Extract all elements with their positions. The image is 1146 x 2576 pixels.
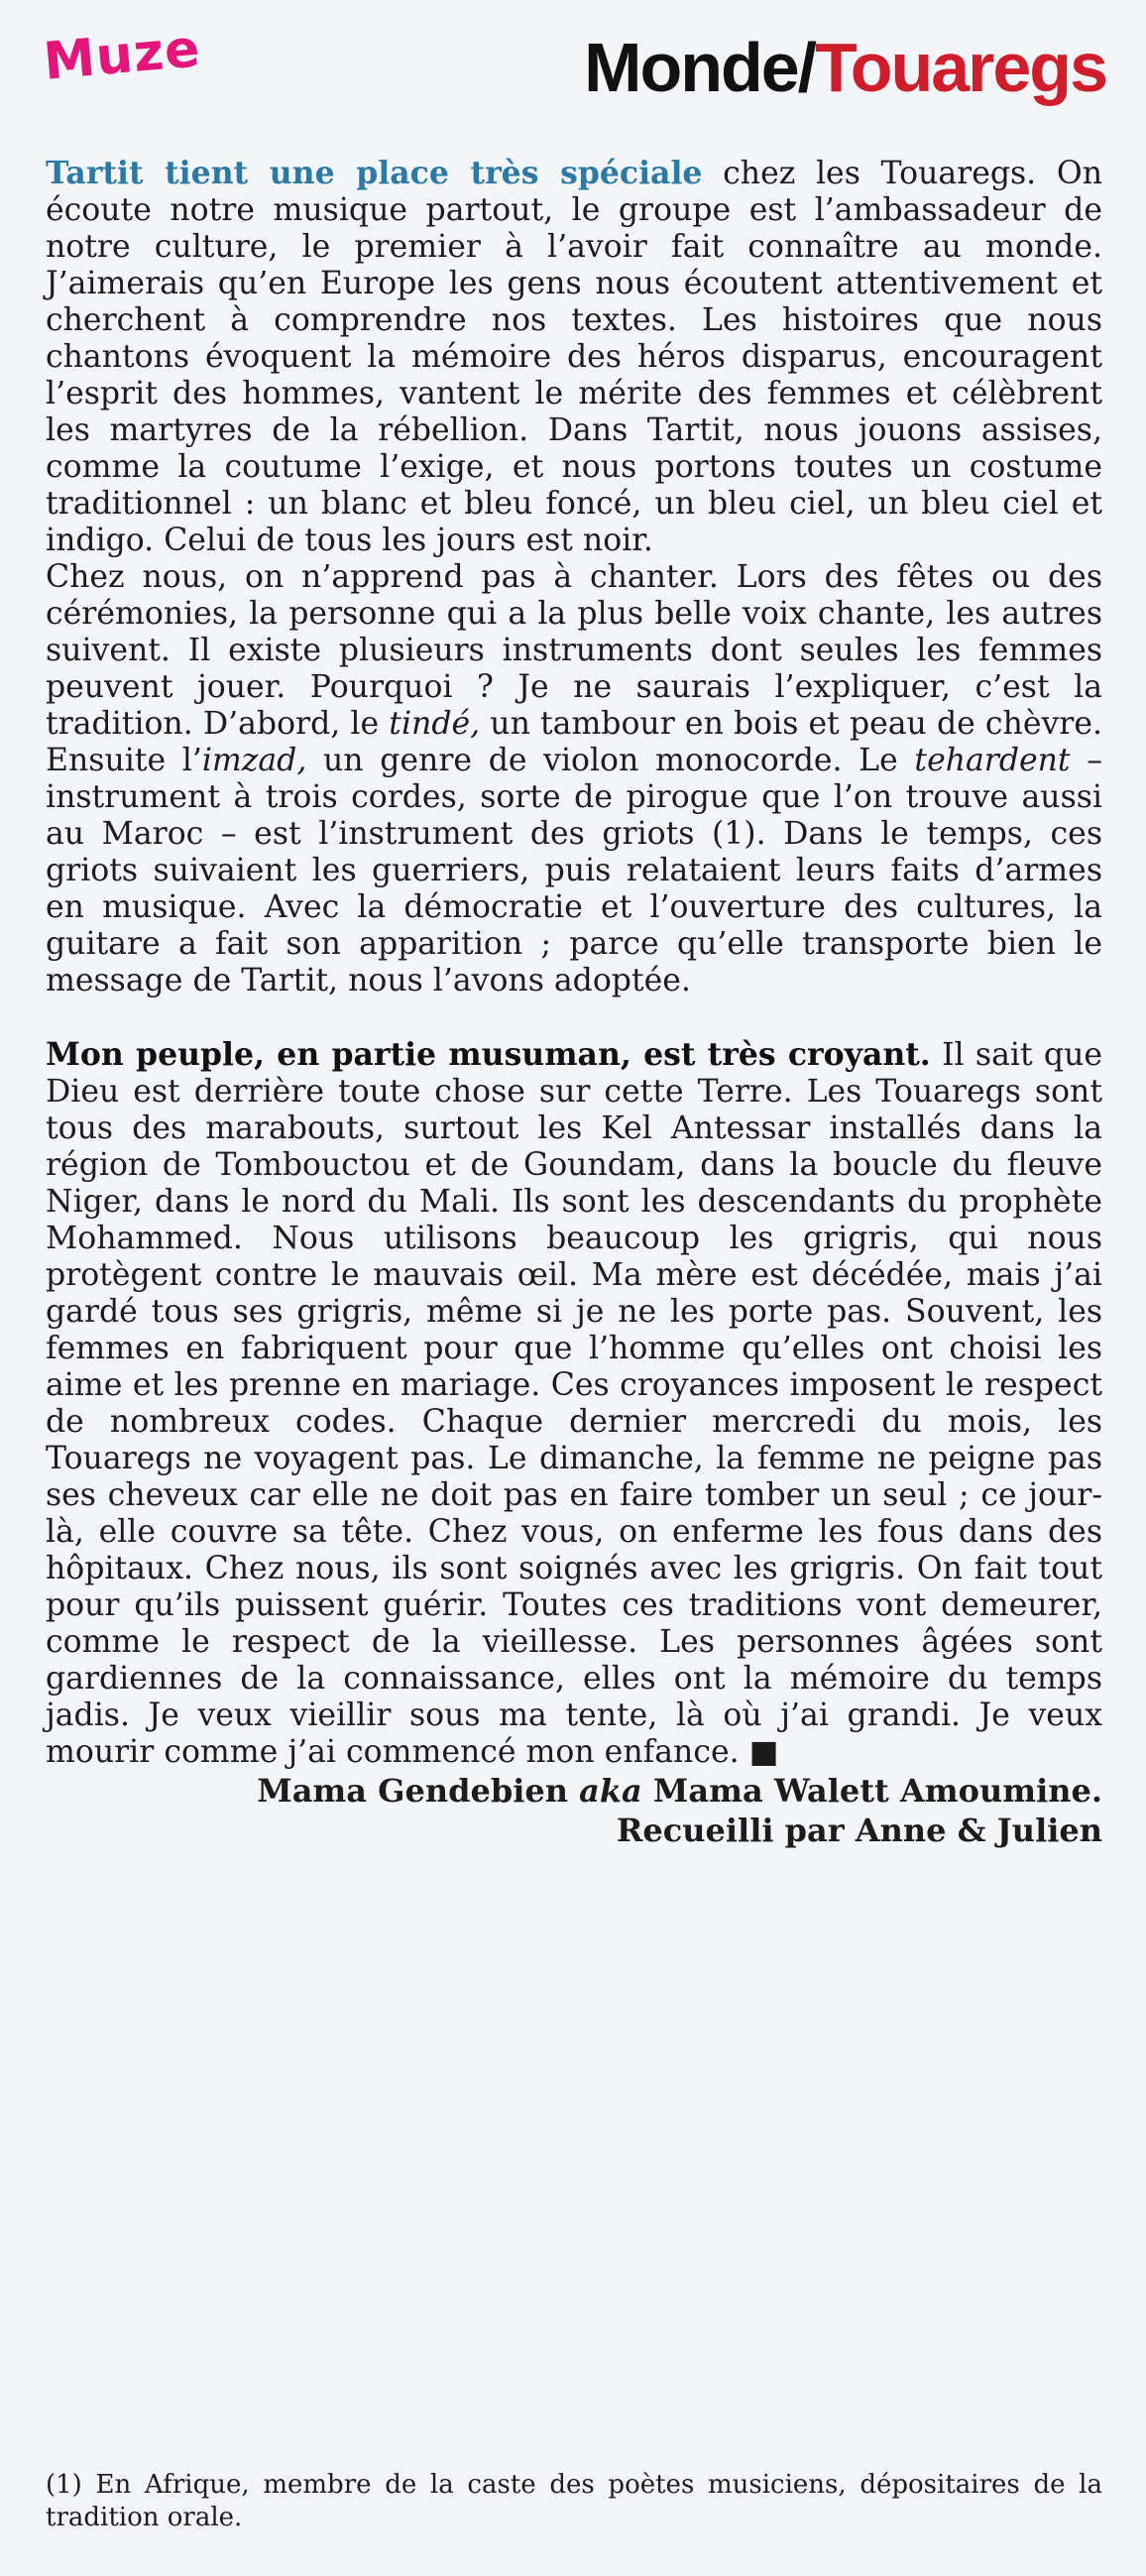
section-header <box>584 28 1106 107</box>
signature-aka: aka <box>579 1772 642 1810</box>
signature-name-a: Mama Gendebien <box>257 1772 580 1810</box>
paragraph-gap <box>46 999 1102 1036</box>
term-imzad: imzad, <box>201 743 307 778</box>
end-mark-icon: ■ <box>739 1734 779 1770</box>
paragraph-2 <box>46 559 1102 999</box>
signature-name-b: Mama Walett Amoumine. <box>641 1772 1102 1810</box>
paragraph-3-lead: Mon peuple, en partie musuman, est très croyant. <box>46 1036 931 1073</box>
section-title-touaregs: Touaregs <box>815 29 1106 106</box>
term-tehardent: tehardent <box>914 743 1071 778</box>
signature-credit: Recueilli par Anne & Julien <box>616 1812 1102 1849</box>
paragraph-1-lead: Tartit tient une place très spéciale <box>46 155 703 191</box>
paragraph-1 <box>46 155 1102 559</box>
magazine-logo: Muze <box>41 19 203 92</box>
section-title-world: Monde/ <box>584 29 816 106</box>
paragraph-2-text-c: un genre de violon monocorde. Le <box>306 743 915 778</box>
paragraph-2-text-d: – instrument à trois cordes, sorte de pirogue que l’on trouve aussi au Maroc – est l’instrument des griots (1). Dans le temps, ces griots suivaient les guerriers, puis relataient leurs faits d’armes en musique. Avec la démocratie et l’ouverture des cultures, la guitare a fait son apparition ; parce qu’elle transporte bien le message de Tartit, nous l’avons adoptée. <box>46 743 1102 998</box>
article-body <box>46 155 1102 1850</box>
signature-name <box>46 1771 1102 1811</box>
footnote: (1) En Afrique, membre de la caste des poètes musiciens, dépositaires de la tradition orale. <box>46 2470 1102 2532</box>
paragraph-3-text: Il sait que Dieu est derrière toute chose sur cette Terre. Les Touaregs sont tous des marabouts, surtout les Kel Antessar installés dans la région de Tombouctou et de Goundam, dans la boucle du fleuve Niger, dans le nord du Mali. Ils sont les descendants du prophète Mohammed. Nous utilisons beaucoup les grigris, qui nous protègent contre le mauvais œil. Ma mère est décédée, mais j’ai gardé tous ses grigris, même si je ne les porte pas. Souvent, les femmes en fabriquent pour que l’homme qu’elles ont choisi les aime et les prenne en mariage. Ces croyances imposent le respect de nombreux codes. Chaque dernier mercredi du mois, les Touaregs ne voyagent pas. Le dimanche, la femme ne peigne pas ses cheveux car elle ne doit pas en faire tomber un seul ; ce jour-là, elle couvre sa tête. Chez vous, on enferme les fous dans des hôpitaux. Chez nous, ils sont soignés avec les grigris. On fait tout pour qu’ils puissent guérir. Toutes ces traditions vont demeurer, comme le respect de la vieillesse. Les personnes âgées sont gardiennes de la connaissance, elles ont la mémoire du temps jadis. Je veux vieillir sous ma tente, là où j’ai grandi. Je veux mourir comme j’ai commencé mon enfance. <box>46 1037 1102 1770</box>
paragraph-3 <box>46 1036 1102 1771</box>
paragraph-2-text-a: Chez nous, on n’apprend pas à chanter. Lors des fêtes ou des cérémonies, la personne qui a la plus belle voix chante, les autres suivent. Il existe plusieurs instruments dont seules les femmes peuvent jouer. Pourquoi ? Je ne saurais l’expliquer, c’est la tradition. D’abord, le <box>46 559 1102 742</box>
paragraph-2-text-b: un tambour en bois et peau de chèvre. Ensuite l’ <box>46 706 1102 778</box>
paragraph-1-text: chez les Touaregs. On écoute notre musique partout, le groupe est l’ambassadeur de notre culture, le premier à l’avoir fait connaître au monde. J’aimerais qu’en Europe les gens nous écoutent attentivement et cherchent à comprendre nos textes. Les histoires que nous chantons évoquent la mémoire des héros disparus, encouragent l’esprit des hommes, vantent le mérite des femmes et célèbrent les martyres de la rébellion. Dans Tartit, nous jouons assises, comme la coutume l’exige, et nous portons toutes un costume traditionnel : un blanc et bleu foncé, un bleu ciel, un bleu ciel et indigo. Celui de tous les jours est noir. <box>46 156 1102 558</box>
term-tinde: tindé, <box>389 706 481 742</box>
